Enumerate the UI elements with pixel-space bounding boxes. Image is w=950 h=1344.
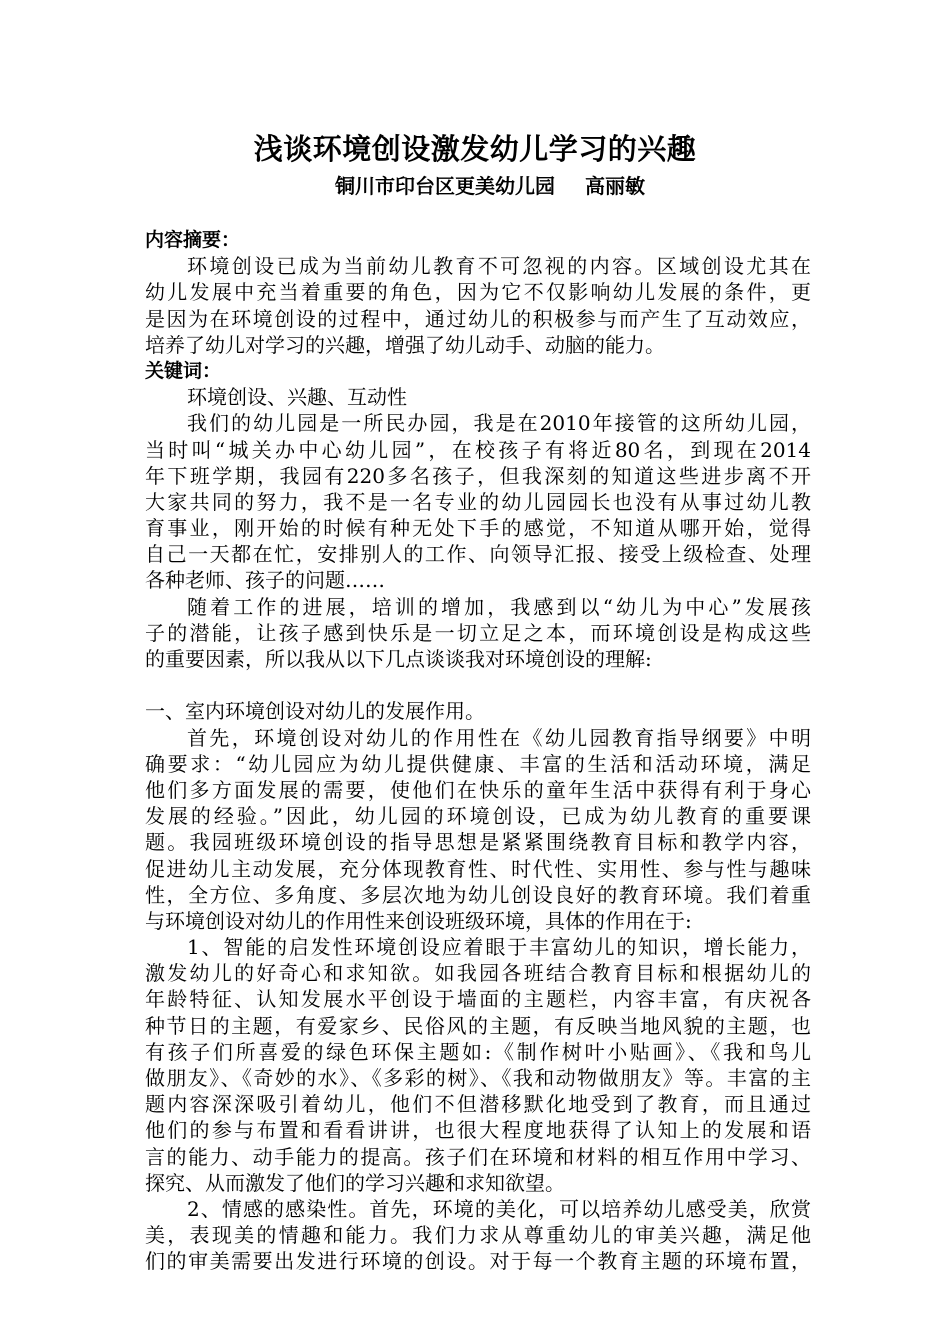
text-line: 年下班学期，我园有220多名孩子，但我深刻的知道这些进步离不开 xyxy=(145,463,811,488)
paragraph-first xyxy=(145,725,811,935)
text-line: 有孩子们所喜爱的绿色环保主题如:《制作树叶小贴画》、《我和鸟儿 xyxy=(145,1039,811,1064)
section-heading: 一、室内环境创设对幼儿的发展作用。 xyxy=(145,699,485,724)
paragraph-intellect xyxy=(145,934,811,1196)
text-line: 促进幼儿主动发展，充分体现教育性、时代性、实用性、参与性与趣味 xyxy=(145,856,811,881)
text-line: 自己一天都在忙，安排别人的工作、向领导汇报、接受上级检查、处理 xyxy=(145,542,811,567)
author-line xyxy=(0,172,950,200)
text-line: 是因为在环境创设的过程中，通过幼儿的积极参与而产生了互动效应， xyxy=(145,306,811,331)
text-line: 幼儿发展中充当着重要的角色，因为它不仅影响幼儿发展的条件，更 xyxy=(145,280,811,305)
text-line: 发展的经验。”因此，幼儿园的环境创设，已成为幼儿教育的重要课 xyxy=(145,804,811,829)
blank-line xyxy=(145,672,811,698)
text-line: 激发幼儿的好奇心和求知欲。如我园各班结合教育目标和根据幼儿的 xyxy=(145,961,811,986)
text-line: 我们的幼儿园是一所民办园，我是在2010年接管的这所幼儿园， xyxy=(187,411,811,436)
text-line: 他们多方面发展的需要，使他们在快乐的童年生活中获得有利于身心 xyxy=(145,777,811,802)
text-line: 首先，环境创设对幼儿的作用性在《幼儿园教育指导纲要》中明 xyxy=(187,725,811,750)
text-line: 题内容深深吸引着幼儿，他们不但潜移默化地受到了教育，而且通过 xyxy=(145,1092,811,1117)
document-body xyxy=(145,227,811,1275)
text-line: 的重要因素，所以我从以下几点谈谈我对环境创设的理解: xyxy=(145,647,652,671)
paragraph-emotion xyxy=(145,1196,811,1275)
text-line: 做朋友》、《奇妙的水》、《多彩的树》、《我和动物做朋友》等。丰富的主 xyxy=(145,1066,811,1090)
text-line: 当时叫“城关办中心幼儿园”，在校孩子有将近80名，到现在2014 xyxy=(145,437,811,462)
text-line: 他们的参与布置和看看讲讲，也很大程度地获得了认知上的发展和语 xyxy=(145,1118,811,1143)
abstract-paragraph xyxy=(145,253,811,358)
text-line: 美，表现美的情趣和能力。我们力求从尊重幼儿的审美兴趣，满足他 xyxy=(145,1223,811,1248)
paragraph-intro xyxy=(145,410,811,593)
text-line: 性，全方位、多角度、多层次地为幼儿创设良好的教育环境。我们着重 xyxy=(145,882,811,907)
author-organization: 铜川市印台区更美幼儿园 xyxy=(335,174,555,198)
text-line: 与环境创设对幼儿的作用性来创设班级环境，具体的作用在于: xyxy=(145,908,692,933)
author-name: 高丽敏 xyxy=(585,174,645,198)
text-line: 们的审美需要出发进行环境的创设。对于每一个教育主题的环境布置， xyxy=(145,1249,811,1274)
text-line: 年龄特征、认知发展水平创设于墙面的主题栏，内容丰富，有庆祝各 xyxy=(145,987,811,1012)
text-line: 环境创设已成为当前幼儿教育不可忽视的内容。区域创设尤其在 xyxy=(187,254,811,279)
text-line: 各种老师、孩子的问题…… xyxy=(145,568,385,593)
text-line: 1、智能的启发性环境创设应着眼于丰富幼儿的知识，增长能力， xyxy=(187,935,811,960)
text-line: 随着工作的进展，培训的增加，我感到以“幼儿为中心”发展孩 xyxy=(187,594,811,619)
text-line: 子的潜能，让孩子感到快乐是一切立足之本，而环境创设是构成这些 xyxy=(145,620,811,645)
text-line: 育事业，刚开始的时候有种无处下手的感觉，不知道从哪开始，觉得 xyxy=(145,516,811,541)
abstract-heading: 内容摘要： xyxy=(145,229,241,251)
keywords-heading: 关键词： xyxy=(145,359,222,382)
paragraph-progress xyxy=(145,594,811,673)
keywords-text: 环境创设、兴趣、互动性 xyxy=(187,385,407,410)
text-line: 题。我园班级环境创设的指导思想是紧紧围绕教育目标和教学内容， xyxy=(145,830,811,855)
text-line: 种节日的主题，有爱家乡、民俗风的主题，有反映当地风貌的主题，也 xyxy=(145,1013,811,1038)
text-line: 确要求：“幼儿园应为幼儿提供健康、丰富的生活和活动环境，满足 xyxy=(145,751,811,776)
text-line: 言的能力、动手能力的提高。孩子们在环境和材料的相互作用中学习、 xyxy=(145,1144,811,1169)
text-line: 大家共同的努力，我不是一名专业的幼儿园园长也没有从事过幼儿教 xyxy=(145,489,811,514)
text-line: 探究、从而激发了他们的学习兴趣和求知欲望。 xyxy=(145,1170,565,1195)
document-title: 浅谈环境创设激发幼儿学习的兴趣 xyxy=(253,132,697,166)
text-line: 培养了幼儿对学习的兴趣，增强了幼儿动手、动脑的能力。 xyxy=(145,332,665,357)
text-line: 2、情感的感染性。首先，环境的美化，可以培养幼儿感受美，欣赏 xyxy=(187,1196,811,1221)
